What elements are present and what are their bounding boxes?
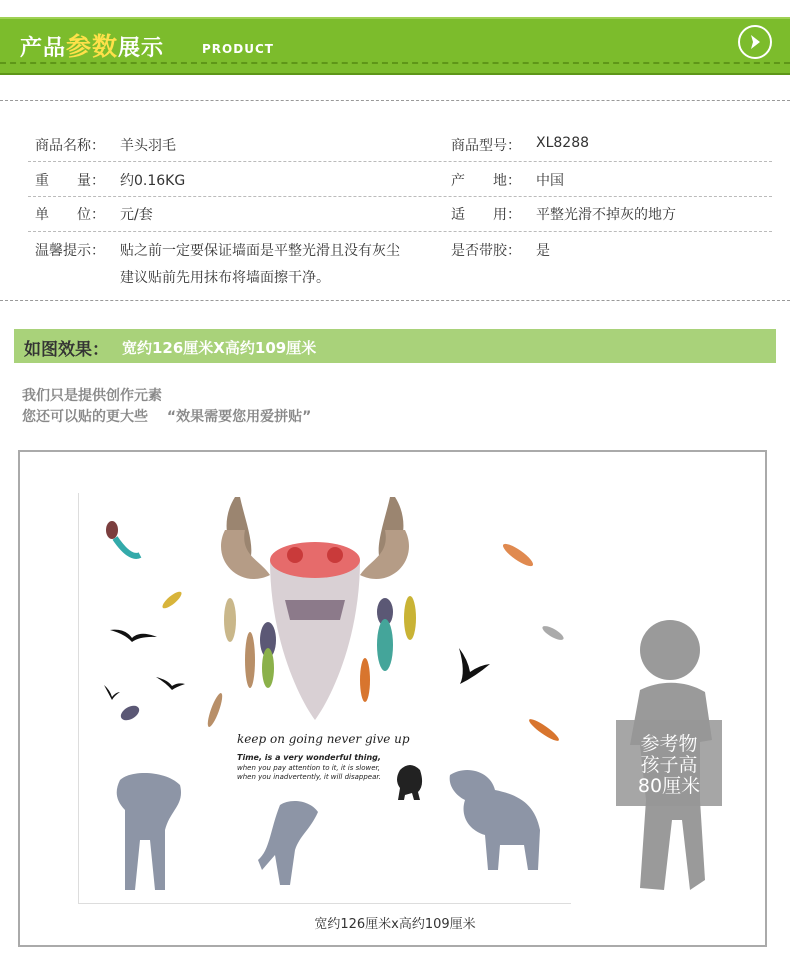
note-line: 您还可以贴的更大些 “效果需要您用爱拼贴” [22, 409, 312, 425]
feather-icon [500, 541, 535, 570]
spec-value-line2: 建议贴前先用抹布将墙面擦干净。 [120, 270, 330, 286]
spec-label: 温馨提示： [35, 243, 105, 259]
bird-icon [110, 630, 157, 642]
quote-line: when you pay attention to it, it is slower, [237, 764, 380, 772]
spec-value: 约0.16KG [120, 173, 186, 189]
spec-value: 元/套 [120, 207, 153, 223]
spec-value: 中国 [536, 173, 564, 189]
spec-label: 适 用： [451, 207, 521, 223]
spec-label: 重 量： [35, 173, 105, 189]
spec-value: 羊头羽毛 [120, 138, 176, 154]
feather-icon [160, 589, 184, 611]
bird-icon [459, 648, 490, 684]
spec-label: 商品型号： [451, 138, 521, 154]
feather-icon [115, 538, 140, 556]
quote-line: when you inadvertently, it will disappear. [237, 773, 381, 781]
bird-icon [156, 677, 185, 690]
bird-icon [104, 685, 120, 700]
spec-label: 产 地： [451, 173, 521, 189]
spec-label: 是否带胶： [451, 243, 521, 259]
reference-label [616, 734, 722, 797]
effect-size: 宽约126厘米X高约109厘米 [122, 339, 317, 357]
goat-icon [397, 765, 422, 800]
feather-icon [541, 624, 566, 643]
spec-label: 单 位： [35, 207, 105, 223]
spec-label: 商品名称： [35, 138, 105, 154]
title-part2: 展示 [118, 36, 165, 61]
spec-value: XL8288 [536, 135, 590, 151]
reference-line: 参考物 [640, 733, 698, 755]
feather-icon [106, 521, 118, 539]
spec-value: 贴之前一定要保证墙面是平整光滑且没有灰尘 [120, 243, 400, 259]
spec-value: 平整光滑不掉灰的地方 [536, 207, 676, 223]
ram-silhouette-icon [117, 770, 540, 890]
feather-icon [118, 703, 141, 723]
note-line: 我们只是提供创作元素 [22, 388, 162, 404]
reference-line: 孩子高 [640, 754, 698, 776]
title-en: PRODUCT [202, 42, 274, 56]
reference-line: 80厘米 [637, 775, 701, 797]
title-part1: 产品 [20, 36, 67, 61]
size-caption: 宽约126厘米x高约109厘米 [314, 917, 476, 932]
title-highlight: 参数 [66, 32, 119, 61]
quote-line: Time, is a very wonderful thing, [237, 753, 381, 762]
effect-label: 如图效果： [24, 340, 109, 360]
slogan-text: keep on going never give up [237, 732, 410, 746]
feather-icon [205, 692, 225, 729]
spec-value: 是 [536, 243, 550, 259]
feather-icon [527, 716, 561, 743]
